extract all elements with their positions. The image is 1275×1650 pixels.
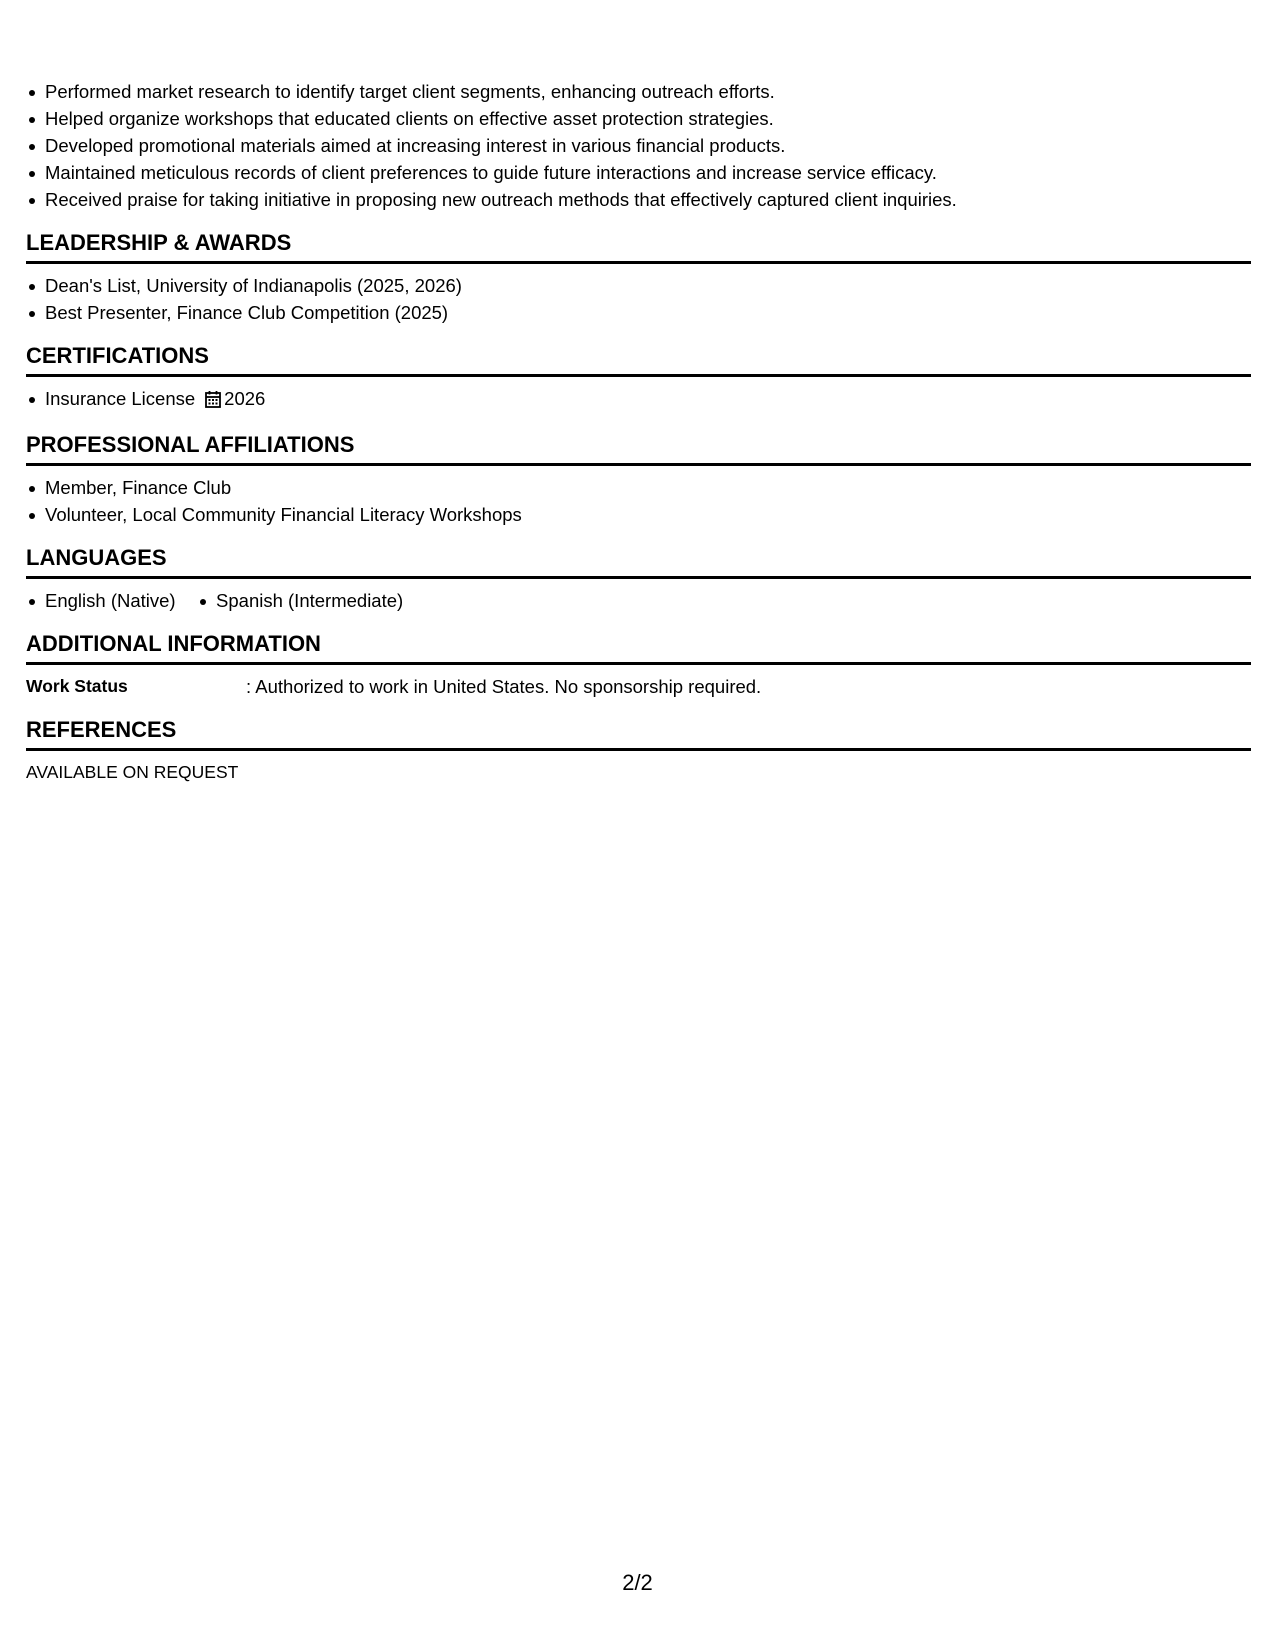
certification-name: Insurance License — [45, 388, 196, 409]
certifications-section — [26, 385, 1251, 415]
work-status-label: Work Status — [26, 676, 128, 696]
affiliation-item: Volunteer, Local Community Financial Literacy Workshops — [45, 501, 1251, 528]
additional-info-section — [26, 673, 1251, 700]
certification-year: 2026 — [224, 388, 266, 409]
additional-info-heading: ADDITIONAL INFORMATION — [26, 631, 1251, 665]
affiliations-list — [26, 474, 1251, 528]
calendar-icon — [205, 388, 221, 415]
references-section — [26, 759, 1251, 786]
experience-bullet-list — [26, 78, 1251, 213]
languages-section — [26, 587, 1251, 614]
page-number: 2/2 — [622, 1570, 653, 1595]
experience-bullet: Performed market research to identify target client segments, enhancing outreach efforts. — [45, 78, 1251, 105]
affiliations-section — [26, 474, 1251, 528]
experience-bullet: Maintained meticulous records of client preferences to guide future interactions and increase service efficacy. — [45, 159, 1251, 186]
work-status-row — [26, 673, 1251, 700]
references-heading: REFERENCES — [26, 717, 1251, 751]
certification-item — [45, 385, 1251, 415]
languages-list — [26, 587, 1251, 614]
experience-bullet: Received praise for taking initiative in proposing new outreach methods that effectively captured client inquiries. — [45, 186, 1251, 213]
work-status-value: : Authorized to work in United States. No sponsorship required. — [246, 676, 762, 697]
experience-bullet: Developed promotional materials aimed at increasing interest in various financial products. — [45, 132, 1251, 159]
leadership-list — [26, 272, 1251, 326]
references-text: AVAILABLE ON REQUEST — [26, 762, 239, 782]
languages-heading: LANGUAGES — [26, 545, 1251, 579]
leadership-item: Best Presenter, Finance Club Competition (2025) — [45, 299, 1251, 326]
language-item: Spanish (Intermediate) — [216, 587, 403, 614]
affiliation-item: Member, Finance Club — [45, 474, 1251, 501]
experience-bullet: Helped organize workshops that educated clients on effective asset protection strategies. — [45, 105, 1251, 132]
leadership-item: Dean's List, University of Indianapolis (2025, 2026) — [45, 272, 1251, 299]
language-item: English (Native) — [45, 587, 176, 614]
leadership-heading: LEADERSHIP & AWARDS — [26, 230, 1251, 264]
resume-page — [26, 78, 1251, 786]
affiliations-heading: PROFESSIONAL AFFILIATIONS — [26, 432, 1251, 466]
certifications-list — [26, 385, 1251, 415]
leadership-section — [26, 272, 1251, 326]
certifications-heading: CERTIFICATIONS — [26, 343, 1251, 377]
